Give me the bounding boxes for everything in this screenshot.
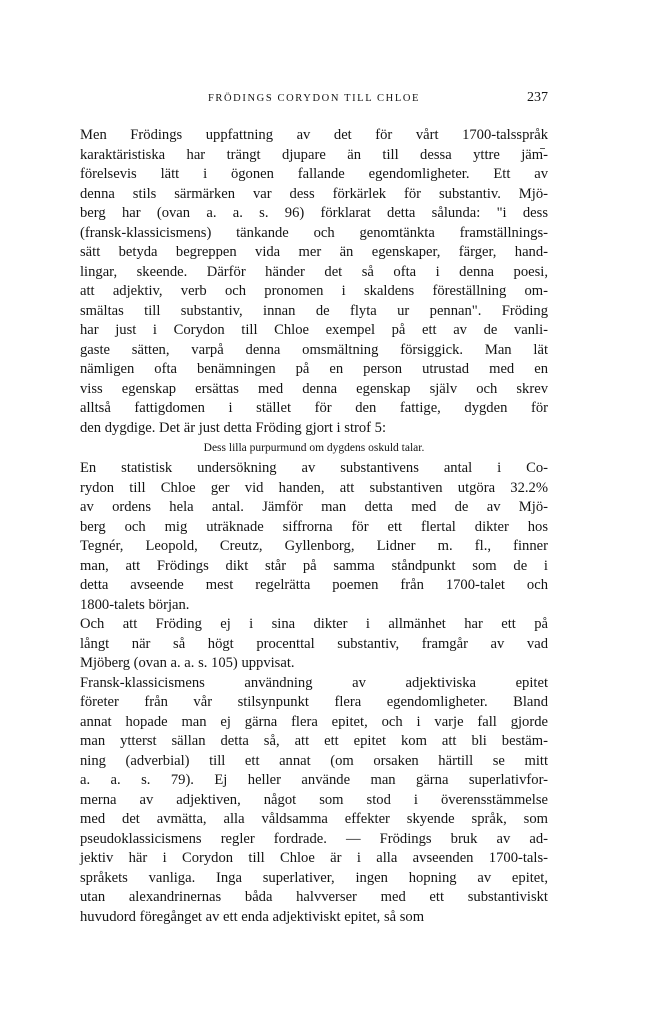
paragraph — [80, 615, 548, 674]
body-text — [80, 126, 548, 927]
text-line: detta avseende mest regelrätta poemen från 1700-talet och — [80, 577, 548, 593]
text-line: av ordens hela antal. Jämför man detta med de av Mjö- — [80, 499, 548, 515]
text-line: man ytterst sällan detta så, att ett epitet kom att bli bestäm- — [80, 733, 548, 749]
text-line: Men Frödings uppfattning av det för vårt 1700-talsspråk — [80, 127, 548, 143]
text-line: Mjöberg (ovan a. a. s. 105) uppvisat. — [80, 655, 295, 671]
text-line: viss egenskap ersättas med denna egenskap själv och skrev — [80, 380, 548, 397]
running-title: FRÖDINGS CORYDON TILL CHLOE — [207, 93, 421, 104]
text-line: Fransk-klassicismens användning av adjektiviska epitet — [80, 674, 548, 691]
page-header — [80, 90, 548, 110]
text-line: berg har (ovan a. a. s. 96) förklarat detta sålunda: "i dess — [80, 205, 548, 221]
text-line: En statistisk undersökning av substantivens antal i Co- — [80, 460, 548, 476]
text-line: den dygdige. Det är just detta Fröding gjort i strof 5: — [80, 419, 387, 436]
text-line: utan alexandrinernas båda halvverser med ett substantiviskt — [80, 889, 548, 905]
text-line: förelsevis lätt i ögonen fallande egendomligheter. Ett av — [80, 166, 548, 182]
text-line: merna av adjektiven, något som stod i överensstämmelse — [80, 791, 548, 808]
text-line: a. a. s. 79). Ej heller använde man gärna superlativfor- — [80, 772, 548, 788]
text-line: denna stils särmärken var dess förkärlek för substantiv. Mjö- — [80, 185, 548, 202]
text-line: företer från vår stilsynpunkt flera egendomligheter. Bland — [80, 694, 548, 710]
text-line: (fransk-klassicismens) tänkande och genomtänkta framställnings- — [80, 224, 548, 241]
text-line: 1800-talets början. — [80, 596, 190, 613]
text-line: annat hopade man ej gärna flera epitet, och i varje fall gjorde — [80, 713, 548, 730]
text-line: jektiv här i Corydon till Chloe är i alla avseenden 1700-tals- — [80, 850, 548, 866]
text-line: att adjektiv, verb och pronomen i skaldens föreställning om- — [80, 283, 548, 299]
text-line: karaktäristiska har trängt djupare än till dessa yttre jäm- — [80, 146, 548, 163]
paragraph — [80, 674, 548, 928]
verse-quote: Dess lilla purpurmund om dygdens oskuld talar. — [203, 442, 425, 454]
text-line: rydon till Chloe ger vid handen, att substantiven utgöra 32.2% — [80, 479, 548, 496]
text-line: nämligen ofta benämningen på en person utrustad med en — [80, 361, 548, 377]
paragraph — [80, 459, 548, 615]
text-line: berg och mig uträknade siffrorna för ett flertal dikter hos — [80, 518, 548, 535]
text-line: Tegnér, Leopold, Creutz, Gyllenborg, Lidner m. fl., finner — [80, 538, 548, 554]
page-number: 237 — [527, 90, 548, 105]
text-line: med det avmätta, alla våldsamma effekter skyende språk, som — [80, 811, 548, 827]
text-line: gaste sätten, varpå denna omsmältning försiggick. Man lät — [80, 341, 548, 358]
text-line: pseudoklassicismens regler fordrade. — Frödings bruk av ad- — [80, 830, 548, 847]
text-line: Och att Fröding ej i sina dikter i allmänhet har ett på — [80, 616, 548, 632]
paragraph — [80, 126, 548, 438]
text-line: långt när så högt procenttal substantiv, framgår av vad — [80, 635, 548, 652]
text-line: har just i Corydon till Chloe exempel på ett av de vanli- — [80, 322, 548, 338]
text-line: sätt betyda begreppen vida mer än egenskaper, färger, hand- — [80, 244, 548, 260]
text-line: alltså fattigdomen i stället för den fattige, dygden för — [80, 400, 548, 416]
text-line: språkets vanliga. Inga superlativer, ingen hopning av epitet, — [80, 869, 548, 886]
text-line: smältas till substantiv, innan de flyta ur pennan". Fröding — [80, 302, 548, 319]
text-line: lingar, skeende. Därför händer det så ofta i denna poesi, — [80, 263, 548, 280]
text-line: man, att Frödings dikt står på samma ståndpunkt som de i — [80, 557, 548, 574]
text-line: huvudord föregånget av ett enda adjektiviskt epitet, så som — [80, 908, 425, 925]
text-line: ning (adverbial) till ett annat (om orsaken härtill se mitt — [80, 752, 548, 769]
